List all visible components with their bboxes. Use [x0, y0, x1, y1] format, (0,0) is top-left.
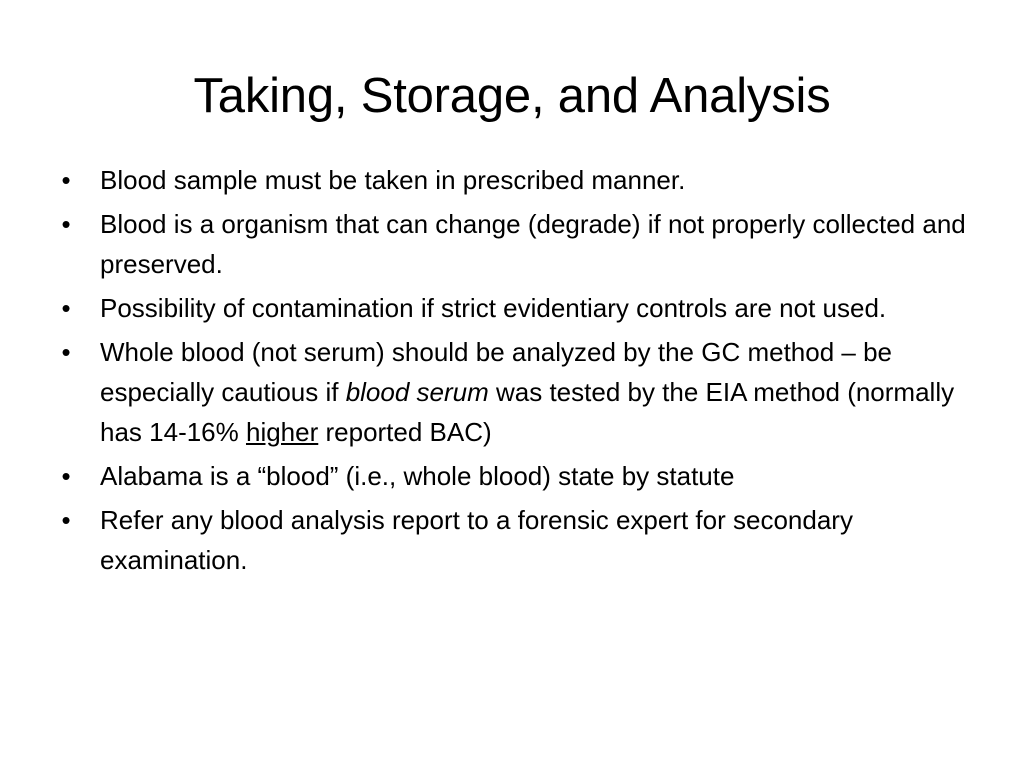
bullet-text-underline-segment: higher: [245, 417, 319, 447]
bullet-item: [56, 160, 976, 200]
bullet-text-segment: reported BAC): [318, 417, 492, 447]
bullet-item: [56, 288, 976, 328]
bullet-text-segment: was tested by the EIA method (normally has 14-16%: [100, 377, 955, 447]
bullet-text-segment: Refer any blood analysis report to a forensic expert for secondary examination.: [100, 505, 853, 575]
bullet-item: [56, 204, 976, 284]
bullet-dot-icon: •: [61, 209, 71, 239]
bullet-text-segment: Possibility of contamination if strict evidentiary controls are not used.: [100, 293, 887, 323]
bullet-dot-icon: •: [61, 165, 71, 195]
bullet-dot-icon: •: [61, 293, 71, 323]
slide-title: Taking, Storage, and Analysis: [193, 69, 831, 123]
bullet-text-segment: Alabama is a “blood” (i.e., whole blood) state by statute: [100, 461, 735, 491]
bullet-text-segment: Blood is a organism that can change (degrade) if not properly collected and preserved.: [100, 209, 966, 279]
bullet-dot-icon: •: [61, 337, 71, 367]
bullet-item: [56, 456, 976, 496]
bullet-list: [56, 160, 976, 584]
bullet-dot-icon: •: [61, 505, 71, 535]
bullet-dot-icon: •: [61, 461, 71, 491]
bullet-text-italic-segment: blood serum: [345, 377, 489, 407]
bullet-text-segment: Whole blood (not serum) should be analyzed by the GC method – be especially cautious if: [100, 337, 893, 407]
bullet-item: [56, 332, 976, 452]
bullet-text-segment: Blood sample must be taken in prescribed manner.: [100, 165, 686, 195]
bullet-item: [56, 500, 976, 580]
